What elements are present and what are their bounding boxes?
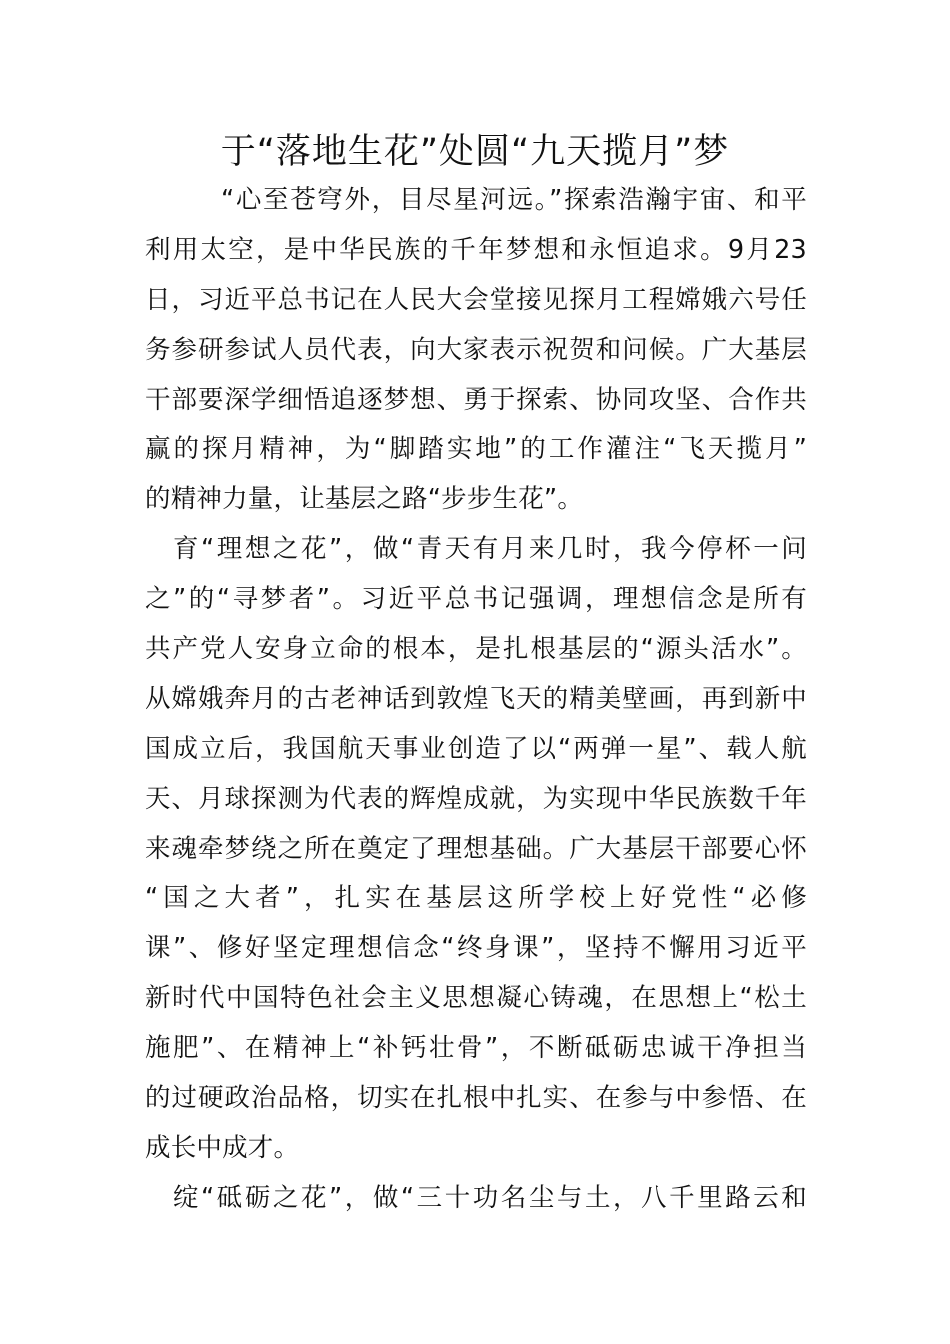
body-line: 的精神力量，让基层之路“步步生花”。 xyxy=(145,484,584,515)
body-line: 干部要深学细悟追逐梦想、勇于探索、协同攻坚、合作共 xyxy=(145,384,807,415)
body-line: “心至苍穹外，目尽星河远。”探索浩瀚宇宙、和平 xyxy=(221,185,807,215)
body-line: 日，习近平总书记在人民大会堂接见探月工程嫦娥六号任 xyxy=(145,284,807,315)
body-line: 赢的探月精神，为“脚踏实地”的工作灌注“飞天揽月” xyxy=(145,434,807,465)
body-line: 天、月球探测为代表的辉煌成就，为实现中华民族数千年 xyxy=(145,783,807,814)
body-line: 课”、修好坚定理想信念“终身课”，坚持不懈用习近平 xyxy=(145,933,807,964)
body-line: 来魂牵梦绕之所在奠定了理想基础。广大基层干部要心怀 xyxy=(145,833,807,864)
body-line: 从嫦娥奔月的古老神话到敦煌飞天的精美壁画，再到新中 xyxy=(145,683,807,714)
body-line: 之”的“寻梦者”。习近平总书记强调，理想信念是所有 xyxy=(145,584,807,615)
body-line: 共产党人安身立命的根本，是扎根基层的“源头活水”。 xyxy=(145,634,807,665)
body-line: 施肥”、在精神上“补钙壮骨”，不断砥砺忠诚干净担当 xyxy=(145,1033,807,1064)
body-line: “国之大者”，扎实在基层这所学校上好党性“必修 xyxy=(145,883,807,914)
body-line: 务参研参试人员代表，向大家表示祝贺和问候。广大基层 xyxy=(145,334,807,365)
body-line: 利用太空，是中华民族的千年梦想和永恒追求。9月23 xyxy=(145,234,807,265)
body-line: 的过硬政治品格，切实在扎根中扎实、在参与中参悟、在 xyxy=(145,1083,807,1114)
document-title: 于“落地生花”处圆“九天揽月”梦 xyxy=(220,132,730,172)
body-line: 成长中成才。 xyxy=(145,1132,300,1163)
body-line: 绽“砥砺之花”，做“三十功名尘与土，八千里路云和 xyxy=(173,1182,807,1213)
document-body xyxy=(145,176,807,1224)
body-line: 国成立后，我国航天事业创造了以“两弹一星”、载人航 xyxy=(145,733,807,764)
body-line: 育“理想之花”，做“青天有月来几时，我今停杯一问 xyxy=(173,534,807,565)
body-line: 新时代中国特色社会主义思想凝心铸魂，在思想上“松土 xyxy=(145,983,807,1014)
